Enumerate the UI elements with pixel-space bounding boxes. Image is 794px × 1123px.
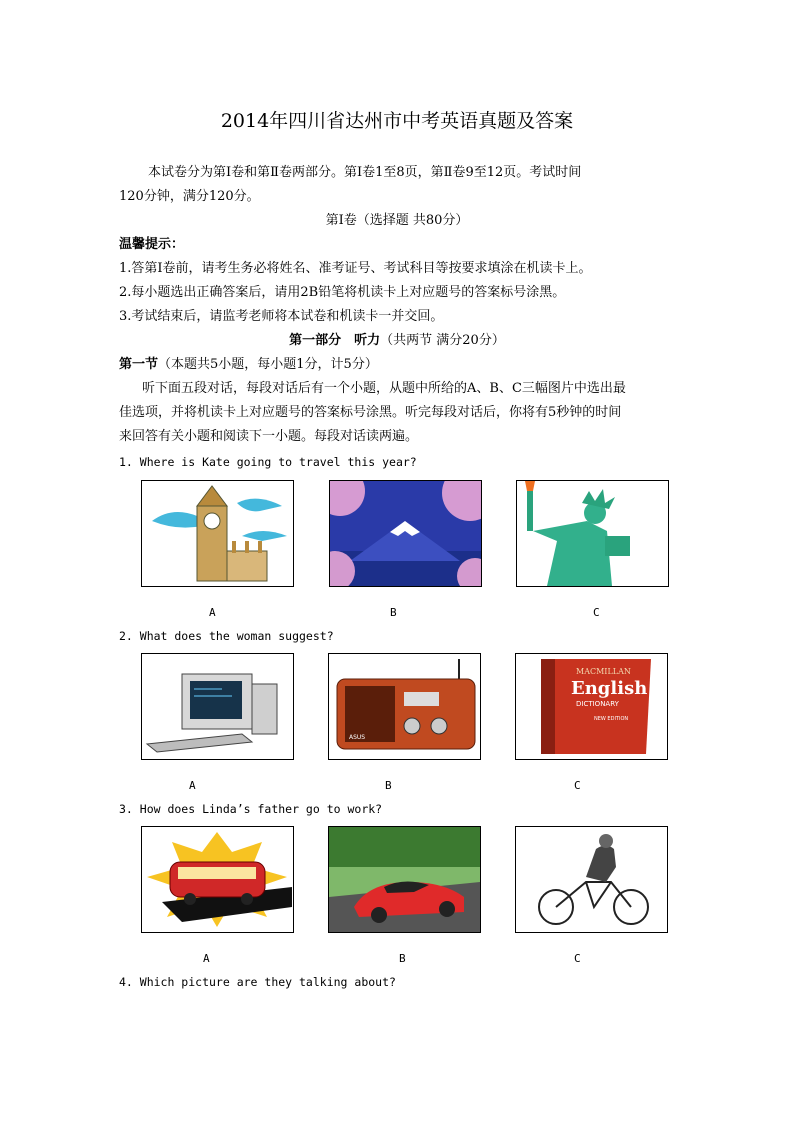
q2-option-a-label: A (189, 779, 196, 792)
tip-1: 1.答第Ⅰ卷前，请考生务必将姓名、准考证号、考试科目等按要求填涂在机读卡上。 (119, 261, 592, 276)
question-2-text: 2. What does the woman suggest? (119, 629, 334, 643)
big-ben-picture (141, 480, 294, 587)
q2-option-b-label: B (385, 779, 392, 792)
q1-option-a-label: A (209, 606, 216, 619)
question-1-text: 1. Where is Kate going to travel this year? (119, 455, 417, 469)
mount-fuji-picture (329, 480, 482, 587)
bus-picture (141, 826, 294, 933)
question-3-text: 3. How does Linda’s father go to work? (119, 802, 383, 816)
q1-option-b-label: B (390, 606, 397, 619)
question-4-text: 4. Which picture are they talking about? (119, 975, 396, 989)
q3-option-c-label: C (574, 952, 581, 965)
radio-picture (328, 653, 481, 760)
q1-option-c-label: C (593, 606, 600, 619)
dictionary-sub-text: DICTIONARY (576, 700, 619, 708)
section1-heading (119, 353, 378, 377)
volume-heading: 第Ⅰ卷（选择题 共80分） (325, 213, 469, 228)
intro-line-2: 120分钟，满分120分。 (119, 189, 260, 204)
q3-option-b-label: B (399, 952, 406, 965)
page-title: 2014年四川省达州市中考英语真题及答案 (220, 110, 574, 132)
instruction-line-3: 来回答有关小题和阅读下一小题。每段对话读两遍。 (119, 429, 419, 444)
dictionary-word-text: English (571, 678, 648, 699)
car-picture (328, 826, 481, 933)
q3-option-a-label: A (203, 952, 210, 965)
section1-rest: （本题共5小题，每小题1分，计5分） (158, 357, 378, 372)
instruction-line-1: 听下面五段对话，每段对话后有一个小题，从题中所给的A、B、C三幅图片中选出最 (142, 381, 626, 396)
statue-of-liberty-picture (516, 480, 669, 587)
radio-brand-text: ASUS (349, 734, 366, 741)
intro-line-1: 本试卷分为第Ⅰ卷和第Ⅱ卷两部分。第Ⅰ卷1至8页，第Ⅱ卷9至12页。考试时间 (148, 165, 582, 180)
instruction-line-2: 佳选项，并将机读卡上对应题号的答案标号涂黑。听完每段对话后，你将有5秒钟的时间 (119, 405, 622, 420)
section1-bold: 第一节 (119, 357, 159, 372)
dictionary-picture (515, 653, 668, 760)
part1-heading-bold: 第一部分 听力 (289, 333, 381, 348)
part1-heading (0, 329, 794, 353)
dictionary-edition-text: NEW EDITION (594, 716, 629, 722)
q2-option-c-label: C (574, 779, 581, 792)
dictionary-brand-text: MACMILLAN (576, 667, 631, 676)
tips-heading: 温馨提示： (119, 237, 185, 252)
computer-picture (141, 653, 294, 760)
tip-3: 3.考试结束后，请监考老师将本试卷和机读卡一并交回。 (119, 309, 444, 324)
tip-2: 2.每小题选出正确答案后，请用2B铅笔将机读卡上对应题号的答案标号涂黑。 (119, 285, 566, 300)
part1-heading-rest: （共两节 满分20分） (380, 333, 505, 348)
bicycle-picture (515, 826, 668, 933)
